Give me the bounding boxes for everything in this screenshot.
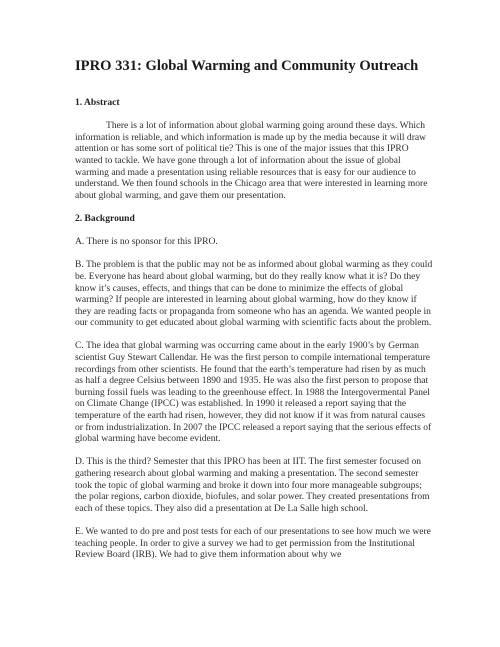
document-body — [75, 97, 435, 572]
document-title: IPRO 331: Global Warming and Community Outreach — [75, 58, 419, 74]
background-paragraph-d: D. This is the third? Semester that this IPRO has been at IIT. The first semester focused on gathering research about global warming and making a presentation. The second semester took the topic of global warming and broke it down into four more manageable subgroups; the polar regions, carbon dioxide, biofules, and solar power. They created presentations from each of these topics. They also did a presentation at De La Salle high school. — [75, 456, 430, 514]
background-paragraph-e: E. We wanted to do pre and post tests for each of our presentations to see how much we were teaching people. In order to give a survey we had to get permission from the Institutional Review Board (IRB). We had to give them information about why we — [75, 525, 431, 561]
background-heading: 2. Background — [75, 212, 135, 224]
background-paragraph-b: B. The problem is that the public may not be as informed about global warming as they could be. Everyone has heard about global warming, but do they really know what it is? Do they know it’s causes, effects, and things that can be done to minimize the effects of global warming? If people are interested in learning about global warming, how do they know if they are reading facts or propaganda from someone who has an agenda. We wanted people in our community to get educated about global warming with scientific facts about the problem. — [75, 259, 433, 329]
background-paragraph-a: A. There is no sponsor for this IPRO. — [75, 236, 218, 248]
abstract-heading: 1. Abstract — [75, 97, 120, 108]
background-paragraph-c: C. The idea that global warming was occurring came about in the early 1900’s by German scientist Guy Stewart Callendar. He was the first person to compile international temperature recordings from other scientists. He found that the earth’s temperature had risen by as much as half a degree Celsius between 1890 and 1935. He was also the first person to propose that burning fossil fuels was leading to the greenhouse effect. In 1988 the Intergovermental Panel on Climate Change (IPCC) was established. In 1990 it released a report saying that the temperature of the earth had risen, however, they did not know if it was from natural causes or from industrialization. In 2007 the IPCC released a report saying that the serious effects of global warming have become evident. — [75, 340, 432, 445]
abstract-paragraph: There is a lot of information about global warming going around these days. Which information is reliable, and which information is made up by the media because it will draw attention or has some sort of political tie? This is one of the major issues that this IPRO wanted to tackle. We have gone through a lot of information about the issue of global warming and made a presentation using reliable resources that is easy for our audience to understand. We then found schools in the Chicago area that were interested in learning more about global warming, and gave them our presentation. — [75, 120, 428, 201]
